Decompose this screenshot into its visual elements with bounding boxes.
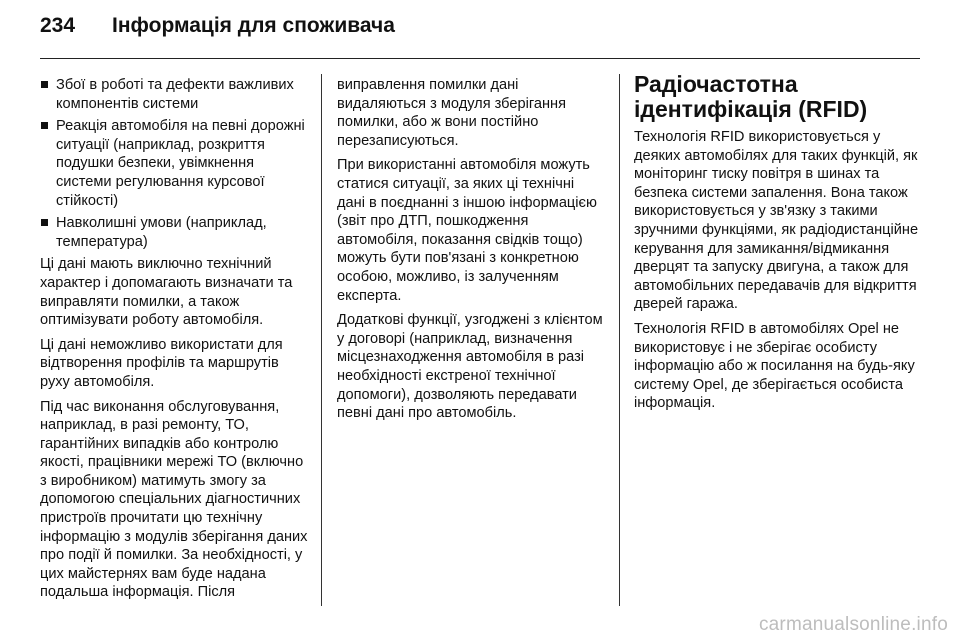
paragraph: Ці дані мають виключно технічний характер і допомагають визначати та виправляти помилки, а також оптимізувати роботу автомобіля.: [40, 256, 293, 329]
text-column-3: [634, 71, 924, 419]
paragraph: Ці дані неможливо використати для відтворення профілів та маршрутів руху автомобіля.: [40, 336, 283, 390]
bullet-list: [40, 76, 308, 251]
watermark: carmanualsonline.info: [758, 614, 948, 635]
paragraph: виправлення помилки дані видаляються з модуля зберігання помилки, або ж вони постійно перезаписуються.: [337, 77, 566, 149]
text-column-2: [337, 76, 605, 429]
page-header: [40, 14, 395, 54]
column-divider-2: [619, 74, 620, 606]
bullet-item: Реакція автомобіля на певні дорожні ситуації (наприклад, розкриття подушки безпеки, увімкнення системи регулювання курсової стійкості): [40, 117, 308, 210]
paragraph: Технологія RFID використовується у деяких автомобілях для таких функцій, як моніторинг тиску повітря в шинах та безпека системи запалення. Вона також використовується у зв'язку з такими зручними функціями, як радіодистанційне керування для замикання/відмикання дверцят та запуску двигуна, а також для автомобільних передавачів для відкриття дверей гаража.: [634, 129, 919, 313]
header-divider: [40, 58, 920, 59]
bullet-item: Збої в роботі та дефекти важливих компонентів системи: [40, 76, 308, 113]
page-number: 234: [40, 14, 76, 37]
text-column-1: [40, 76, 308, 608]
paragraph: Під час виконання обслуговування, наприклад, в разі ремонту, ТО, гарантійних випадків або контролю якості, працівники мережі ТО (включно з виробником) матимуть змогу за допомогою спеціальних діагностичних пристроїв прочитати цю технічну інформацію з модулів зберігання даних про події й помилки. За необхідності, у цих майстернях вам буде надана подальша інформація. Після: [40, 398, 308, 601]
section-heading-rfid: Радіочастотна ідентифікація (RFID): [634, 71, 868, 122]
paragraph: При використанні автомобіля можуть статися ситуації, за яких ці технічні дані в поєднанні з іншою інформацією (звіт про ДТП, пошкодження автомобіля, показання свідків тощо) можуть бути пов'язані з конкретною особою, можливо, із залученням експерта.: [337, 157, 597, 304]
bullet-item: Навколишні умови (наприклад, температура): [40, 214, 308, 251]
column-divider-1: [321, 74, 322, 606]
paragraph: Додаткові функції, узгоджені з клієнтом у договорі (наприклад, визначення місцезнаходження автомобіля в разі необхідності екстреної технічної допомоги), дозволяють передавати певні дані про автомобіль.: [337, 312, 603, 422]
paragraph: Технологія RFID в автомобілях Opel не використовує і не зберігає особисту інформацію або ж посилання на будь-яку систему Opel, де зберігається особиста інформація.: [634, 320, 915, 412]
page-title: Інформація для споживача: [112, 14, 395, 37]
